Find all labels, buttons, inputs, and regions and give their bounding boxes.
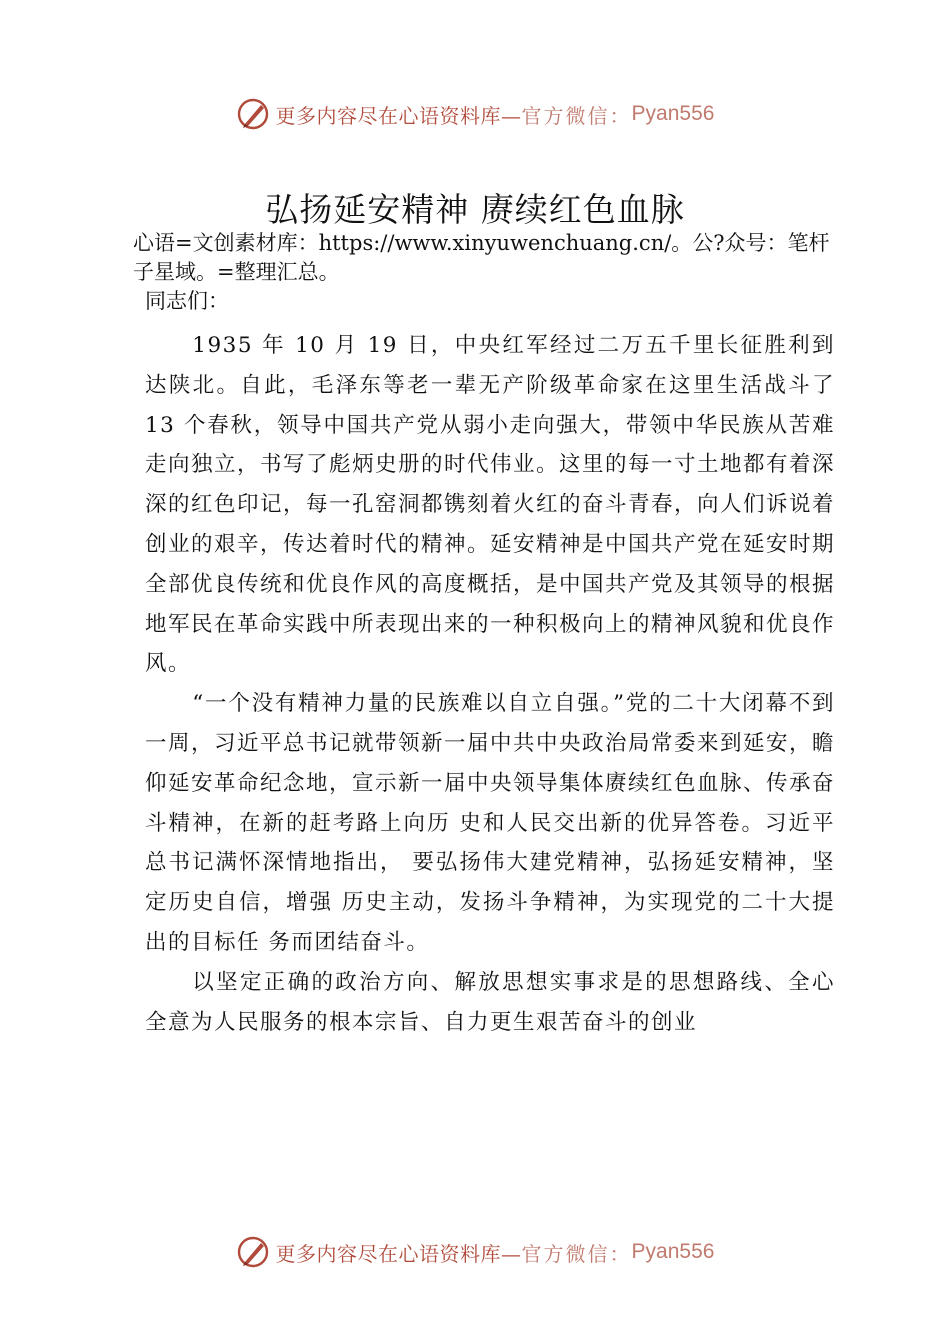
paragraph: 以坚定正确的政治方向、解放思想实事求是的思想路线、全心全意为人民服务的根本宗旨、自力更生艰苦奋斗的创业 xyxy=(145,969,835,1035)
header-banner[interactable] xyxy=(0,94,950,134)
salutation: 同志们： xyxy=(145,289,229,313)
document-body xyxy=(145,326,835,1042)
banner-wechat-id: Pyan556 xyxy=(631,1240,715,1263)
document-title: 弘扬延安精神 赓续红色血脉 xyxy=(265,190,685,229)
banner-wechat-label: 官方微信： xyxy=(521,1241,632,1266)
banner-wechat-label: 官方微信： xyxy=(521,103,632,128)
source-line: 心语=文创素材库：https://www.xinyuwenchuang.cn/。公?众号：笔杆子星域。=整理汇总。 xyxy=(133,231,830,284)
banner-text: 更多内容尽在心语资料库— xyxy=(275,103,522,128)
pen-logo-icon xyxy=(236,1235,270,1269)
pen-logo-icon xyxy=(236,97,270,131)
paragraph: 1935 年 10 月 19 日，中央红军经过二万五千里长征胜利到达陕北。自此，毛泽东等老一辈无产阶级革命家在这里生活战斗了 13 个春秋，领导中国共产党从弱小走向强大，带领中华民族从苦难走向独立，书写了彪炳史册的时代伟业。这里的每一寸土地都有着深深的红色印记，每一孔窑洞都镌刻着火红的奋斗青春，向人们诉说着创业的艰辛，传达着时代的精神。延安精神是中国共产党在延安时期全部优良传统和优良作风的高度概括，是中国共产党及其领导的根据地军民在革命实践中所表现出来的一种积极向上的精神风貌和优良作风。 xyxy=(145,333,836,677)
footer-banner[interactable] xyxy=(0,1232,950,1272)
paragraph: “一个没有精神力量的民族难以自立自强。”党的二十大闭幕不到一周，习近平总书记就带领新一届中共中央政治局常委来到延安，瞻仰延安革命纪念地，宣示新一届中央领导集体赓续红色血脉、传承奋斗精神，在新的赶考路上向历 史和人民交出新的优异答卷。习近平总书记满怀深情地指出， 要弘扬伟大建党精神，弘扬延安精神，坚定历史自信，增强 历史主动，发扬斗争精神，为实现党的二十大提出的目标任 务而团结奋斗。 xyxy=(145,691,836,955)
banner-wechat-id: Pyan556 xyxy=(631,102,715,125)
banner-text: 更多内容尽在心语资料库— xyxy=(275,1241,522,1266)
